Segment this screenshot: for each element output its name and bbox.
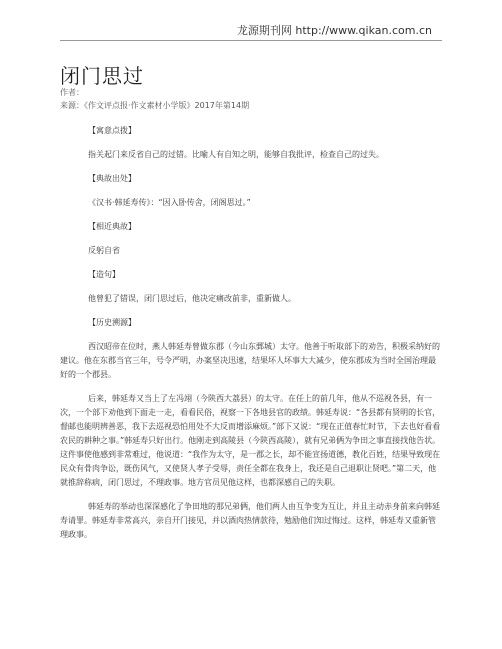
section-text-origin: 《汉书·韩延寿传》：“因入卧传舍，闭阁思过。” [88,198,251,207]
article-body [60,124,442,552]
header-divider [60,40,442,41]
history-paragraph: 后来，韩延寿又当上了左冯翊（今陕西大荔县）的太守。在任上的前几年，他从不巡视各县，有一次，一个部下劝他到下面走一走，看看民俗，视察一下各地县官的政绩。韩延寿说：“各县都有贤明的长官，督邮也能明辨善恶，我下去巡视恐怕用处不大反而增添麻烦。”部下又说：“现在正值春忙时节，下去也好看看农民的耕种之事。”韩延寿只好出行。他刚走到高陵县（今陕西高陵），就有兄弟俩为争田之事直接找他告状。这件事使他感到非常难过，他说道：“我作为太守，是一郡之长，却不能宣扬道德，教化百姓，结果导致现在民众有骨肉争讼，既伤风气，又使贤人孝子受辱，责任全都在我身上，我还是自己退职让贤吧。”第二天，他就推辞称病，闭门思过，不理政事。地方官员见他这样，也都深感自己的失职。 [60,394,441,487]
site-header: 龙源期刊网 http://www.qikan.com.cn [236,24,432,37]
article-title: 闭门思过 [60,64,144,88]
history-paragraph: 韩延寿的举动也深深感化了争田地的那兄弟俩，他们两人由互争变为互让，并且主动赤身前来向韩延寿请罪。韩延寿非常高兴，亲自开门接见，并以酒肉热情款待，勉励他们知过悔过。这样，韩延寿又重新管理政事。 [60,502,440,539]
section-heading-similar: 【相近典故】 [88,222,136,231]
section-text-sentence: 他曾犯了错误，闭门思过后，他决定痛改前非，重新做人。 [88,294,296,303]
author-line: 作者： [60,88,84,97]
section-heading-origin: 【典故出处】 [88,174,136,183]
section-heading-moral: 【寓意点拨】 [88,126,136,135]
history-paragraph: 西汉昭帝在位时，燕人韩延寿曾做东郡（今山东鄄城）太守。他善于听取部下的劝告，积极采纳好的建议。他在东郡当官三年，号令严明，办案坚决迅速，结果坏人坏事大大减少，使东郡成为当时全国治理最好的一个郡县。 [60,342,440,379]
section-text-moral: 指关起门来反省自己的过错。比喻人有自知之明，能够自我批评，检查自己的过失。 [88,150,384,159]
section-heading-sentence: 【造句】 [88,270,120,279]
section-text-similar: 反躬自省 [88,246,120,255]
section-heading-history: 【历史溯源】 [88,318,136,327]
source-line: 来源：《作文评点报·作文素材小学版》2017年第14期 [60,101,250,110]
